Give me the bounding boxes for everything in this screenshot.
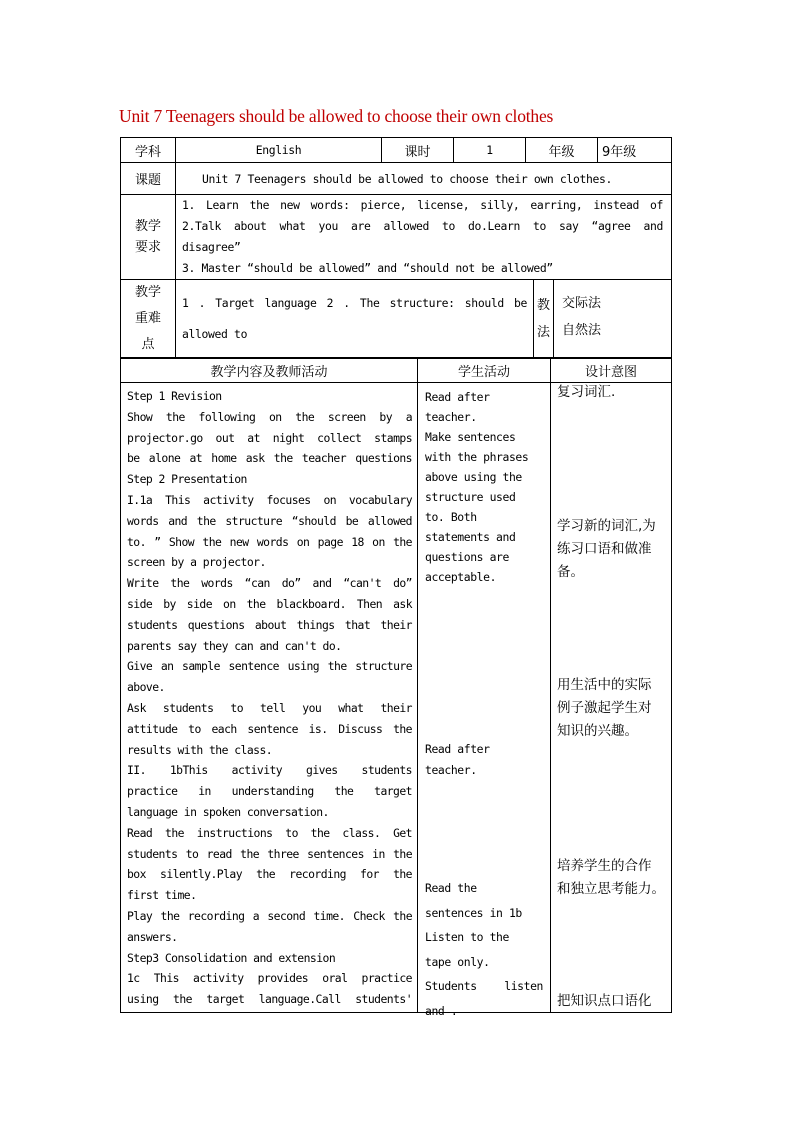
teacher-activity-line: projector.go out at night collect stamps (127, 430, 412, 445)
design-intent-line: 例子激起学生对 (557, 700, 652, 716)
teacher-activity-line: I.1a This activity focuses on vocabulary (127, 492, 412, 507)
student-activity-line: teacher. (425, 762, 477, 777)
teacher-activity-line: Give an sample sentence using the structure (127, 659, 412, 674)
lesson-info-table (120, 137, 672, 359)
teacher-activity-line: Play the recording a second time. Check the (127, 908, 412, 923)
header-row (121, 138, 672, 163)
student-activity-3 (418, 874, 547, 1023)
student-column-header: 学生活动 (418, 358, 551, 383)
design-column-header: 设计意图 (551, 358, 672, 383)
student-activity-line: Listen to the (425, 930, 509, 944)
teacher-activity-line: above. (127, 680, 165, 695)
student-activity-line: Read after (425, 742, 490, 756)
design-intent-line: 备。 (557, 564, 584, 580)
subject-label: 学科 (121, 138, 176, 163)
teacher-activity-line: first time. (127, 888, 197, 903)
design-intent-4 (551, 855, 669, 901)
method-value: 交际法 自然法 (554, 280, 672, 359)
student-activity-line: acceptable. (425, 570, 497, 584)
student-activity-line: Read after (425, 390, 490, 404)
student-activity-line: tape only. (425, 954, 490, 969)
teacher-activity-line: be alone at home ask the teacher questions (127, 451, 412, 466)
teacher-activities-text (121, 383, 417, 1010)
student-activity-line: teacher. (425, 410, 477, 424)
difficulty-label: 教学 重难 点 (121, 280, 176, 359)
teacher-activity-line: II. 1bThis activity gives students (127, 763, 412, 778)
subject-value: English (176, 138, 382, 163)
teacher-activity-line: Ask students to tell you what their (127, 700, 412, 715)
student-activity-line: Read the (425, 881, 477, 895)
student-activity-1 (418, 385, 532, 587)
teacher-activity-line: Write the words “can do” and “can't do” (127, 576, 412, 591)
difficulty-text (176, 280, 534, 359)
activities-header-row (121, 358, 672, 383)
design-intent-line: 用生活中的实际 (557, 677, 652, 693)
teacher-activity-line: answers. (127, 929, 178, 944)
topic-value: Unit 7 Teenagers should be allowed to choose their own clothes. (176, 163, 672, 195)
teacher-column-header: 教学内容及教师活动 (121, 358, 418, 383)
teacher-activity-line: box silently.Play the recording for the (127, 867, 412, 882)
requirements-label: 教学 要求 (121, 195, 176, 280)
design-intent-5: 把知识点口语化 (557, 993, 652, 1009)
grade-value: 9年级 (598, 138, 672, 163)
design-intent-line: 学习新的词汇,为 (557, 518, 656, 534)
teacher-activity-line: attitude to each sentence is. Discuss the (127, 721, 412, 736)
design-intent-line: 知识的兴趣。 (557, 723, 638, 739)
student-activity-line: and . (425, 1003, 458, 1018)
student-activity-line: structure used (425, 490, 516, 504)
student-activity-2 (418, 737, 494, 780)
teacher-activity-line: words and the structure “should be allowed (127, 513, 412, 528)
teacher-activity-line: Step3 Consolidation and extension (127, 950, 336, 965)
teacher-activity-line: 1c This activity provides oral practice (127, 971, 412, 986)
teacher-activity-line: Show the following on the screen by a (127, 409, 412, 424)
requirements-row (121, 195, 672, 280)
student-activity-line: sentences in 1b (425, 905, 522, 920)
teacher-activity-line: side by side on the blackboard. Then ask (127, 596, 412, 611)
teacher-activity-line: students questions about things that their (127, 617, 412, 632)
activities-body-row (121, 383, 672, 1013)
student-activity-line: questions are (425, 550, 509, 564)
student-activity-line: to. Both (425, 510, 477, 524)
requirement-3: 3. Master “should be allowed” and “should not be allowed” (182, 261, 553, 275)
activities-table (120, 357, 672, 1018)
design-intent-line: 培养学生的合作 (557, 858, 652, 874)
teacher-activity-line: Step 1 Revision (127, 389, 222, 403)
teacher-activity-line: parents say they can and can't do. (127, 638, 342, 653)
document-title: Unit 7 Teenagers should be allowed to choose their own clothes (119, 106, 554, 126)
student-activities-cell (418, 383, 551, 1018)
teacher-activity-line: to. ” Show the new words on page 18 on the (127, 534, 412, 549)
student-activity-line: with the phrases (425, 450, 529, 464)
student-activity-line: Make sentences (425, 430, 516, 444)
requirements-text (176, 195, 672, 280)
period-value: 1 (454, 138, 526, 163)
teacher-activity-line: language in spoken conversation. (127, 804, 329, 819)
student-activity-line: Students listen (425, 979, 543, 993)
design-intent-1: 复习词汇. (557, 384, 616, 400)
design-intent-3 (551, 674, 656, 743)
design-intent-cell (551, 383, 672, 1013)
design-intent-2 (551, 515, 660, 584)
teacher-activity-line: practice in understanding the target (127, 784, 412, 799)
teacher-activities-cell (121, 383, 418, 1013)
student-activity-line: above using the (425, 470, 522, 484)
difficulty-line-1: 1 . Target language 2 . The structure: should be (182, 296, 527, 310)
topic-label: 课题 (121, 163, 176, 195)
teacher-activity-line: Read the instructions to the class. Get (127, 825, 412, 840)
teacher-activity-line: screen by a projector. (127, 555, 266, 570)
design-intent-line: 练习口语和做准 (557, 541, 652, 557)
requirement-1: 1. Learn the new words: pierce, license, silly, earring, instead of (182, 198, 664, 212)
design-intent-line: 和独立思考能力。 (557, 881, 665, 897)
teacher-activity-line: using the target language.Call students' (127, 992, 412, 1007)
difficulty-line-2: allowed to (182, 327, 248, 341)
requirement-2b: disagree” (182, 240, 241, 254)
grade-label: 年级 (526, 138, 598, 163)
student-activity-line: statements and (425, 530, 516, 544)
requirement-2a: 2.Talk about what you are allowed to do.Learn to say “agree and (182, 219, 664, 233)
teacher-activity-line: Step 2 Presentation (127, 472, 247, 487)
teacher-activity-line: results with the class. (127, 742, 273, 757)
difficulty-row (121, 280, 672, 359)
method-label: 教 法 (534, 280, 554, 359)
teacher-activity-line: students to read the three sentences in the (127, 846, 412, 861)
period-label: 课时 (382, 138, 454, 163)
topic-row (121, 163, 672, 195)
